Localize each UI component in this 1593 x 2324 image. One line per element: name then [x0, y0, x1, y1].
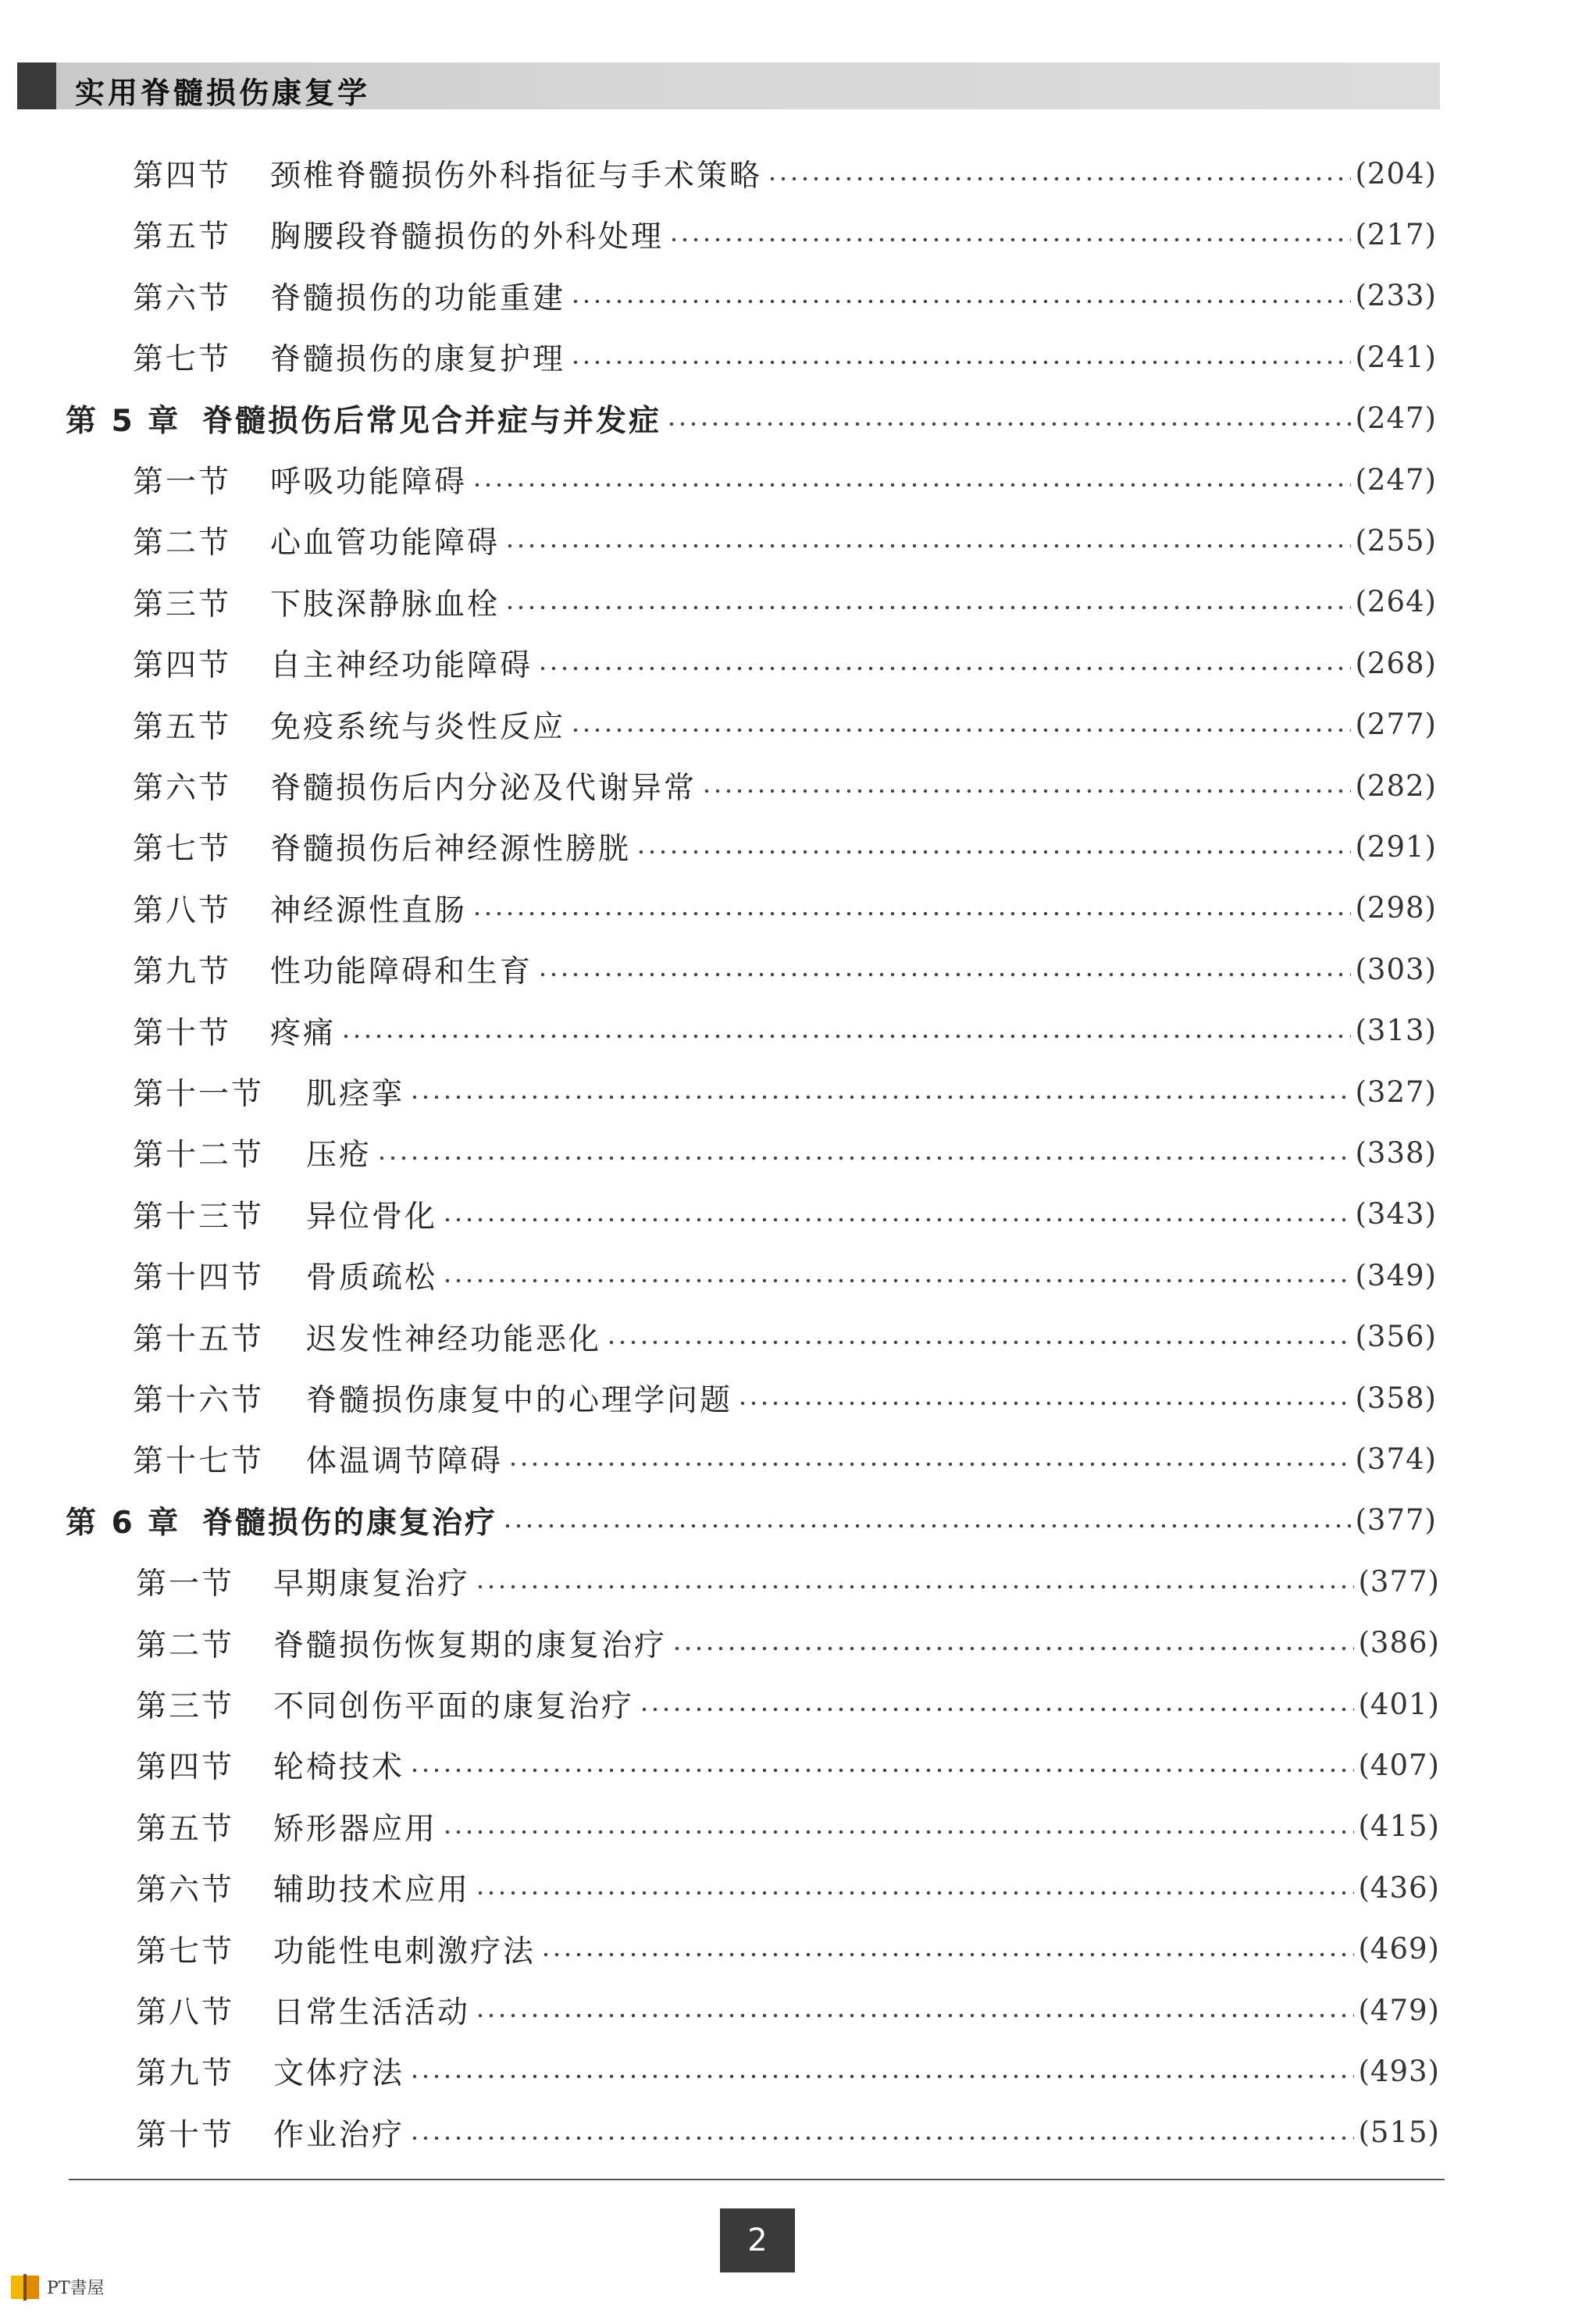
toc-entry-number: 第 6 章 — [66, 1505, 181, 1541]
toc-entry-title: 压疮 — [306, 1138, 372, 1174]
toc-entry-page: (469) — [1358, 1932, 1440, 1966]
dot-leader — [442, 1217, 1350, 1223]
toc-entry-number: 第十二节 — [133, 1138, 265, 1174]
dot-leader — [409, 1094, 1350, 1100]
toc-section-entry[interactable] — [133, 1191, 1437, 1238]
toc-entry-number: 第十节 — [133, 1015, 232, 1051]
toc-section-entry[interactable] — [136, 1681, 1440, 1727]
toc-section-entry[interactable] — [133, 1129, 1437, 1176]
toc-entry-number: 第十一节 — [133, 1077, 265, 1112]
toc-entry-number: 第七节 — [133, 342, 232, 378]
watermark-logo — [8, 2263, 148, 2310]
toc-section-entry[interactable] — [133, 823, 1437, 870]
toc-entry-title: 文体疗法 — [273, 2056, 405, 2092]
toc-entry-page: (343) — [1355, 1197, 1437, 1232]
dot-leader — [606, 1339, 1350, 1346]
toc-section-entry[interactable] — [133, 640, 1437, 686]
toc-entry-page: (386) — [1358, 1626, 1440, 1660]
toc-entry-title: 疼痛 — [270, 1015, 337, 1051]
toc-entry-title: 不同创伤平面的康复治疗 — [273, 1689, 635, 1724]
dot-leader — [340, 1033, 1350, 1039]
toc-entry-page: (291) — [1355, 829, 1437, 864]
toc-entry-number: 第一节 — [133, 465, 232, 500]
toc-entry-number: 第八节 — [136, 1995, 235, 2030]
toc-section-entry[interactable] — [133, 946, 1437, 993]
toc-entry-number: 第七节 — [133, 832, 232, 868]
toc-entry-title: 肌痉挛 — [306, 1077, 405, 1112]
toc-section-entry[interactable] — [136, 1926, 1440, 1973]
dot-leader — [475, 1890, 1353, 1896]
dot-leader — [636, 849, 1350, 855]
toc-entry-page: (217) — [1355, 217, 1437, 251]
toc-section-entry[interactable] — [133, 885, 1437, 932]
toc-entry-number: 第九节 — [133, 954, 232, 990]
dot-leader — [570, 727, 1350, 733]
dot-leader — [504, 604, 1350, 611]
toc-entry-page: (493) — [1358, 2054, 1440, 2088]
toc-entry-page: (282) — [1355, 768, 1437, 803]
toc-chapter-entry[interactable] — [66, 1497, 1437, 1544]
toc-entry-title: 呼吸功能障碍 — [270, 465, 468, 500]
toc-entry-page: (349) — [1355, 1258, 1437, 1292]
toc-entry-page: (247) — [1355, 462, 1437, 497]
dot-leader — [442, 1829, 1353, 1835]
toc-entry-title: 脊髓损伤恢复期的康复治疗 — [273, 1627, 668, 1663]
dot-leader — [504, 543, 1350, 549]
toc-entry-page: (303) — [1355, 952, 1437, 986]
dot-leader — [472, 911, 1350, 917]
toc-entry-number: 第六节 — [136, 1873, 235, 1909]
toc-entry-page: (358) — [1355, 1381, 1437, 1415]
toc-entry-page: (401) — [1358, 1687, 1440, 1721]
toc-entry-page: (479) — [1358, 1993, 1440, 2027]
toc-section-entry[interactable] — [133, 517, 1437, 564]
toc-section-entry[interactable] — [133, 1374, 1437, 1421]
toc-section-entry[interactable] — [133, 762, 1437, 809]
toc-entry-number: 第六节 — [133, 280, 232, 316]
running-header — [17, 62, 1440, 109]
toc-entry-number: 第一节 — [136, 1567, 235, 1602]
toc-section-entry[interactable] — [133, 1252, 1437, 1299]
toc-entry-page: (374) — [1355, 1442, 1437, 1476]
toc-entry-title: 下肢深静脉血栓 — [270, 586, 501, 622]
toc-section-entry[interactable] — [133, 1007, 1437, 1054]
toc-section-entry[interactable] — [136, 1987, 1440, 2034]
toc-entry-title: 颈椎脊髓损伤外科指征与手术策略 — [270, 159, 763, 194]
toc-entry-number: 第十四节 — [133, 1260, 265, 1296]
toc-entry-title: 脊髓损伤的康复治疗 — [202, 1505, 498, 1541]
dot-leader — [668, 237, 1350, 243]
toc-section-entry[interactable] — [136, 2109, 1440, 2156]
toc-entry-page: (338) — [1355, 1135, 1437, 1170]
dot-leader — [570, 359, 1350, 365]
toc-section-entry[interactable] — [136, 1741, 1440, 1788]
toc-entry-page: (255) — [1355, 523, 1437, 558]
dot-leader — [666, 421, 1350, 427]
toc-entry-number: 第五节 — [133, 219, 232, 255]
toc-entry-title: 早期康复治疗 — [273, 1567, 471, 1602]
toc-entry-title: 辅助技术应用 — [273, 1873, 471, 1909]
toc-section-entry[interactable] — [136, 1803, 1440, 1850]
toc-section-entry[interactable] — [133, 701, 1437, 748]
toc-entry-number: 第 5 章 — [66, 403, 181, 439]
toc-entry-number: 第四节 — [133, 648, 232, 684]
toc-section-entry[interactable] — [133, 1313, 1437, 1360]
toc-entry-page: (233) — [1355, 279, 1437, 313]
toc-entry-title: 骨质疏松 — [306, 1260, 438, 1296]
header-accent-block — [17, 62, 56, 109]
toc-entry-number: 第四节 — [133, 159, 232, 194]
dot-leader — [475, 1584, 1353, 1590]
toc-entry-page: (247) — [1355, 401, 1437, 436]
toc-entry-number: 第九节 — [136, 2056, 235, 2092]
dot-leader — [502, 1523, 1350, 1529]
dot-leader — [442, 1278, 1350, 1284]
toc-entry-title: 脊髓损伤后内分泌及代谢异常 — [270, 771, 697, 806]
watermark-text: PT書屋 — [47, 2278, 105, 2298]
toc-entry-page: (313) — [1355, 1014, 1437, 1048]
toc-entry-title: 异位骨化 — [306, 1199, 438, 1235]
toc-chapter-entry[interactable] — [66, 395, 1437, 442]
toc-entry-title: 免疫系统与炎性反应 — [270, 709, 566, 745]
toc-section-entry[interactable] — [133, 150, 1437, 197]
dot-leader — [737, 1400, 1350, 1406]
toc-section-entry[interactable] — [133, 579, 1437, 626]
dot-leader — [570, 298, 1350, 305]
toc-entry-page: (407) — [1358, 1748, 1440, 1782]
toc-section-entry[interactable] — [133, 273, 1437, 319]
toc-entry-number: 第十五节 — [133, 1321, 265, 1357]
toc-section-entry[interactable] — [133, 1435, 1437, 1482]
toc-entry-page: (277) — [1355, 708, 1437, 742]
toc-entry-title: 脊髓损伤的功能重建 — [270, 280, 566, 316]
page-number: 2 — [720, 2208, 795, 2272]
toc-entry-number: 第八节 — [133, 893, 232, 929]
toc-entry-number: 第四节 — [136, 1750, 235, 1786]
toc-entry-title: 矫形器应用 — [273, 1811, 438, 1847]
toc-section-entry[interactable] — [133, 211, 1437, 258]
dot-leader — [767, 176, 1350, 182]
toc-entry-page: (327) — [1355, 1075, 1437, 1109]
toc-entry-title: 脊髓损伤的康复护理 — [270, 342, 566, 378]
toc-section-entry[interactable] — [133, 1068, 1437, 1115]
dot-leader — [508, 1461, 1350, 1467]
toc-entry-page: (241) — [1355, 340, 1437, 374]
toc-entry-page: (415) — [1358, 1809, 1440, 1844]
dot-leader — [540, 1952, 1353, 1958]
toc-entry-number: 第二节 — [136, 1627, 235, 1663]
toc-entry-title: 脊髓损伤后常见合并症与并发症 — [202, 403, 662, 439]
toc-section-entry[interactable] — [136, 2048, 1440, 2094]
toc-section-entry[interactable] — [136, 1620, 1440, 1666]
toc-entry-title: 轮椅技术 — [273, 1750, 405, 1786]
toc-entry-number: 第五节 — [133, 709, 232, 745]
toc-entry-title: 日常生活活动 — [273, 1995, 471, 2030]
toc-entry-title: 神经源性直肠 — [270, 893, 468, 929]
dot-leader — [701, 788, 1350, 794]
footer-divider — [69, 2179, 1445, 2180]
toc-entry-number: 第十节 — [136, 2117, 235, 2153]
dot-leader — [409, 1767, 1353, 1773]
toc-entry-number: 第六节 — [133, 771, 232, 806]
toc-entry-title: 脊髓损伤康复中的心理学问题 — [306, 1383, 733, 1418]
toc-entry-page: (264) — [1355, 585, 1437, 619]
toc-entry-number: 第十三节 — [133, 1199, 265, 1235]
toc-entry-title: 自主神经功能障碍 — [270, 648, 533, 684]
toc-entry-title: 脊髓损伤后神经源性膀胱 — [270, 832, 632, 868]
toc-entry-number: 第三节 — [133, 586, 232, 622]
book-title: 实用脊髓损伤康复学 — [75, 76, 371, 110]
toc-entry-number: 第二节 — [133, 526, 232, 561]
toc-entry-title: 心血管功能障碍 — [270, 526, 501, 561]
toc-entry-title: 体温调节障碍 — [306, 1444, 504, 1480]
toc-section-entry[interactable] — [136, 1558, 1440, 1605]
toc-entry-page: (356) — [1355, 1320, 1437, 1354]
toc-entry-page: (515) — [1358, 2115, 1440, 2150]
toc-entry-page: (377) — [1355, 1503, 1437, 1538]
toc-section-entry[interactable] — [136, 1864, 1440, 1911]
toc-entry-number: 第七节 — [136, 1934, 235, 1969]
dot-leader — [409, 2073, 1353, 2080]
toc-entry-title: 迟发性神经功能恶化 — [306, 1321, 602, 1357]
toc-entry-title: 功能性电刺激疗法 — [273, 1934, 536, 1969]
toc-entry-title: 胸腰段脊髓损伤的外科处理 — [270, 219, 665, 255]
toc-entry-page: (298) — [1355, 891, 1437, 925]
dot-leader — [537, 971, 1350, 978]
toc-entry-number: 第十七节 — [133, 1444, 265, 1480]
toc-entry-title: 作业治疗 — [273, 2117, 405, 2153]
toc-entry-page: (204) — [1355, 156, 1437, 191]
toc-entry-number: 第三节 — [136, 1689, 235, 1724]
toc-entry-number: 第五节 — [136, 1811, 235, 1847]
toc-entry-page: (268) — [1355, 646, 1437, 680]
toc-section-entry[interactable] — [133, 456, 1437, 503]
dot-leader — [409, 2135, 1353, 2141]
toc-entry-page: (377) — [1358, 1564, 1440, 1599]
dot-leader — [472, 482, 1350, 488]
dot-leader — [537, 665, 1350, 672]
book-logo-icon — [8, 2269, 42, 2304]
toc-entry-title: 性功能障碍和生育 — [270, 954, 533, 990]
dot-leader — [376, 1155, 1350, 1161]
toc-entry-page: (436) — [1358, 1870, 1440, 1905]
toc-entry-number: 第十六节 — [133, 1383, 265, 1418]
toc-section-entry[interactable] — [133, 333, 1437, 380]
dot-leader — [639, 1706, 1353, 1713]
dot-leader — [672, 1645, 1353, 1652]
dot-leader — [475, 2012, 1353, 2019]
